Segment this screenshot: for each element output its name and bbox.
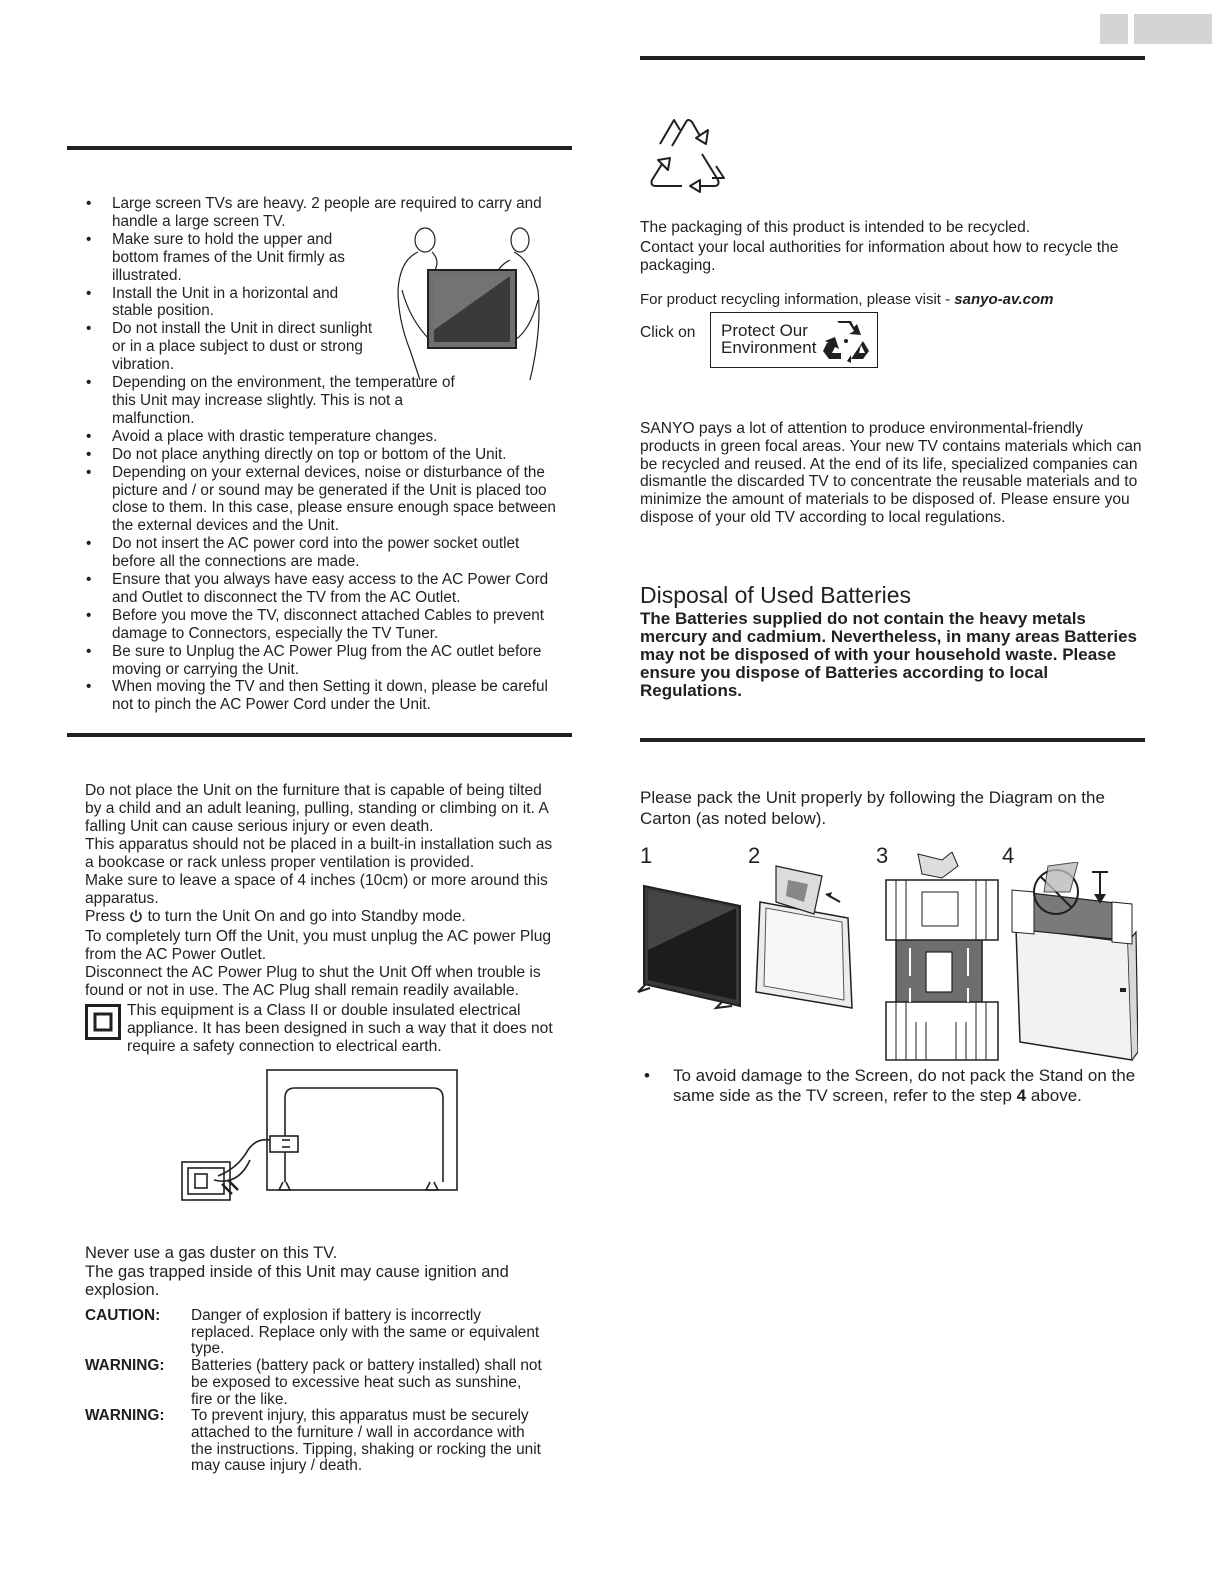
click-on-label: Click on: [640, 324, 696, 341]
protect-label: Protect Our: [721, 321, 808, 340]
recycling-info-line: For product recycling information, please visit - sanyo-av.com: [640, 291, 1054, 308]
builtin-warning: This apparatus should not be placed in a built-in installation such as a bookcase or rack unless proper ventilation is provided.: [85, 836, 553, 871]
list-item: • Large screen TVs are heavy. 2 people are required to carry and handle a large screen TV.: [82, 195, 552, 231]
list-item: • Do not place anything directly on top or bottom of the Unit.: [82, 446, 562, 464]
stand-packing-note: [640, 1066, 1145, 1105]
list-item: • Avoid a place with drastic temperature changes.: [82, 428, 562, 446]
gas-duster-warning: Never use a gas duster on this TV. The gas trapped inside of this Unit may cause ignition and explosion.: [85, 1244, 509, 1299]
environment-label: Environment: [721, 338, 817, 357]
list-item: • Before you move the TV, disconnect attached Cables to prevent damage to Connectors, especially the TV Tuner.: [82, 607, 557, 643]
caution-row: CAUTION: Danger of explosion if battery is incorrectly replaced. Replace only with the same or equivalent type.: [85, 1307, 540, 1358]
page-tab-marker: [1100, 14, 1128, 44]
pack-instruction-text: Please pack the Unit properly by following the Diagram on the Carton (as noted below).: [640, 788, 1105, 828]
section-rule-environment: [640, 56, 1145, 60]
warning-row: WARNING: To prevent injury, this apparatus must be securely attached to the furniture / wall in accordance with the instructions. Tipping, shaking or rocking the unit may cause injury / death.: [85, 1407, 541, 1475]
step-number: 2: [748, 843, 761, 868]
recycle-packaging-text: The packaging of this product is intended to be recycled. Contact your local authorities for information about how to recycle the packaging.: [640, 219, 1119, 274]
section-rule-safety: [67, 733, 572, 737]
furniture-warning: Do not place the Unit on the furniture that is capable of being tilted by a child and an adult leaning, pulling, standing or climbing on it. A falling Unit can cause serious injury or even death.: [85, 782, 548, 835]
batteries-heading: Disposal of Used Batteries: [640, 582, 912, 608]
step-number: 3: [876, 843, 889, 868]
recycle-arrows-icon: [821, 319, 871, 363]
two-people-carrying-tv-illustration: [380, 220, 560, 380]
class-ii-text: This equipment is a Class II or double insulated electrical appliance. It has been designed in such a way that it does not require a safety connection to electrical earth.: [127, 1002, 553, 1055]
list-item: • Do not insert the AC power cord into the power socket outlet before all the connections are made.: [82, 535, 557, 571]
safety-text-block: [85, 782, 555, 1056]
list-item: • Make sure to hold the upper and bottom frames of the Unit firmly as illustrated.: [82, 231, 382, 285]
section-rule-packing: [640, 738, 1145, 742]
section-rule-handling: [67, 146, 572, 150]
sanyo-website-link[interactable]: sanyo-av.com: [954, 291, 1054, 308]
ac-plug-unplug-illustration: [178, 1068, 463, 1204]
packing-step-4-box-illustration: [1008, 862, 1138, 1062]
sanyo-environment-paragraph: SANYO pays a lot of attention to produce environmental-friendly products in green focal areas. Your new TV contains materials which can be recycled and reused. At the end of its life, specialized companies can dismantle the discarded TV to concentrate the reusable materials and to minimize the amount of materials to be disposed of. Please ensure you dispose of your old TV according to local regulations.: [640, 420, 1142, 526]
list-item: • To avoid damage to the Screen, do not pack the Stand on the same side as the TV screen, refer to the step 4 above.: [640, 1066, 1145, 1105]
space-warning: Make sure to leave a space of 4 inches (10cm) or more around this apparatus.: [85, 872, 548, 907]
list-item: • Ensure that you always have easy access to the AC Power Cord and Outlet to disconnect the TV from the AC Outlet.: [82, 571, 557, 607]
protect-our-environment-button[interactable]: [710, 312, 878, 368]
list-item: • Depending on your external devices, noise or disturbance of the picture and / or sound may be generated if the Unit is placed too close to them. In this case, please ensure enough space between the external devices and the Unit.: [82, 464, 557, 536]
warning-row: WARNING: Batteries (battery pack or battery installed) shall not be exposed to excessive heat such as sunshine, fire or the like.: [85, 1357, 542, 1408]
list-item: • Install the Unit in a horizontal and stable position.: [82, 285, 382, 321]
page-tab-marker-wide: [1134, 14, 1212, 44]
standby-instruction: Press to turn the Unit On and go into Standby mode.: [85, 908, 555, 928]
batteries-paragraph: The Batteries supplied do not contain the heavy metals mercury and cadmium. Nevertheless, in many areas Batteries may not be disposed of with your household waste. Please ensure you dispose of Batteries according to local Regulations.: [640, 609, 1138, 700]
power-icon: [129, 909, 143, 928]
disconnect-instruction: Disconnect the AC Power Plug to shut the Unit Off when trouble is found or not in use. The AC Plug shall remain readily available.: [85, 964, 541, 999]
unplug-instruction: To completely turn Off the Unit, you must unplug the AC power Plug from the AC Power Outlet.: [85, 928, 552, 963]
packing-step-1-tv-illustration: [636, 880, 744, 1010]
step-number: 1: [640, 843, 653, 868]
packing-step-2-bag-illustration: [752, 862, 862, 1012]
caution-warning-list: [85, 1308, 545, 1475]
list-item: • Depending on the environment, the temperature of this Unit may increase slightly. This is not a malfunction.: [82, 374, 462, 428]
recycle-symbol-icon: [642, 108, 734, 198]
step-number: 4: [1002, 843, 1015, 868]
class-ii-double-square-icon: [85, 1004, 121, 1056]
list-item: • Be sure to Unplug the AC Power Plug from the AC outlet before moving or carrying the Unit.: [82, 643, 557, 679]
list-item: • Do not install the Unit in direct sunlight or in a place subject to dust or strong vibration.: [82, 320, 382, 374]
list-item: • When moving the TV and then Setting it down, please be careful not to pinch the AC Power Cord under the Unit.: [82, 678, 557, 714]
packing-step-3-cushion-illustration: [882, 852, 1000, 1064]
class-ii-notice: [85, 1002, 555, 1056]
